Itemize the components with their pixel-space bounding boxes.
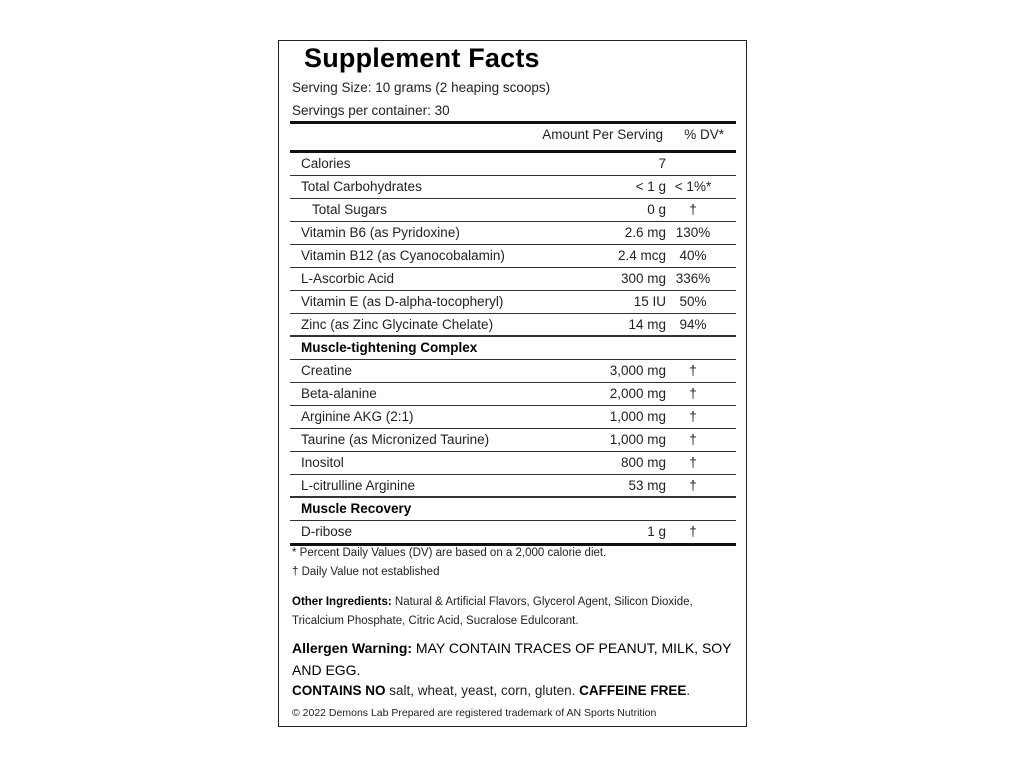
allergen-warning: [292, 637, 732, 681]
row-dv: †: [689, 524, 697, 539]
row-amount: 2.6 mg: [624, 225, 666, 240]
table-row: [290, 176, 736, 199]
row-name: Vitamin B12 (as Cyanocobalamin): [301, 248, 505, 263]
row-amount: 2,000 mg: [609, 386, 666, 401]
divider-thick: [290, 121, 736, 124]
row-dv: †: [689, 363, 697, 378]
allergen-text: MAY CONTAIN TRACES OF PEANUT, MILK, SOY AND EGG.: [292, 640, 732, 678]
row-amount: < 1 g: [635, 179, 666, 194]
table-row: [290, 383, 736, 406]
row-amount: 3,000 mg: [609, 363, 666, 378]
table-row: [290, 314, 736, 337]
column-header-dv: % DV*: [684, 127, 724, 142]
row-name: Taurine (as Micronized Taurine): [301, 432, 490, 447]
dagger-footnote: † Daily Value not established: [292, 566, 440, 578]
row-name: L-Ascorbic Acid: [301, 271, 395, 286]
allergen-label: Allergen Warning:: [292, 640, 413, 656]
row-name: Inositol: [301, 455, 344, 470]
row-amount: 7: [658, 156, 666, 171]
other-ingredients-text: Natural & Artificial Flavors, Glycerol Agent, Silicon Dioxide, Tricalcium Phosphate, Citric Acid, Sucralose Edulcorant.: [292, 596, 693, 627]
row-name: Vitamin E (as D-alpha-tocopheryl): [301, 294, 504, 309]
row-dv: 130%: [675, 225, 711, 240]
table-row: [290, 153, 736, 176]
copyright-notice: © 2022 Demons Lab Prepared are registered trademark of AN Sports Nutrition: [292, 707, 657, 719]
row-dv: 336%: [675, 271, 711, 286]
row-dv: †: [689, 409, 697, 424]
table-row: [290, 521, 736, 544]
table-row: [290, 429, 736, 452]
row-amount: 2.4 mcg: [617, 248, 666, 263]
row-dv: †: [689, 432, 697, 447]
row-amount: 14 mg: [628, 317, 666, 332]
panel-title: Supplement Facts: [304, 43, 540, 73]
supplement-facts-panel: [278, 40, 747, 727]
section-heading: Muscle-tightening Complex: [301, 340, 478, 355]
table-row: [290, 291, 736, 314]
dv-footnote: * Percent Daily Values (DV) are based on a 2,000 calorie diet.: [292, 547, 607, 559]
row-name: Vitamin B6 (as Pyridoxine): [301, 225, 460, 240]
other-ingredients: [292, 593, 732, 631]
row-amount: 53 mg: [628, 478, 666, 493]
other-ingredients-label: Other Ingredients:: [292, 596, 392, 608]
contains-end: .: [686, 683, 691, 698]
row-amount: 300 mg: [620, 271, 666, 286]
contains-statement: [292, 683, 690, 698]
row-dv: †: [689, 202, 697, 217]
row-dv: †: [689, 386, 697, 401]
serving-size: Serving Size: 10 grams (2 heaping scoops): [292, 80, 551, 95]
table-row: [290, 360, 736, 383]
contains-label: CONTAINS NO: [292, 683, 386, 698]
section-header-row: [290, 337, 736, 360]
row-name: Calories: [301, 156, 351, 171]
row-name: Arginine AKG (2:1): [301, 409, 414, 424]
row-name: Total Carbohydrates: [301, 179, 422, 194]
table-row: [290, 452, 736, 475]
row-dv: †: [689, 478, 697, 493]
table-row: [290, 406, 736, 429]
table-row: [290, 268, 736, 291]
contains-text: salt, wheat, yeast, corn, gluten.: [385, 683, 580, 698]
servings-per-container: Servings per container: 30: [292, 103, 450, 118]
caffeine-free-label: CAFFEINE FREE: [579, 683, 687, 698]
table-row: [290, 245, 736, 268]
divider-thick: [290, 543, 736, 546]
row-dv: 40%: [679, 248, 707, 263]
column-header-amount: Amount Per Serving: [542, 127, 663, 142]
row-dv: < 1%*: [674, 179, 712, 194]
row-amount: 0 g: [647, 202, 666, 217]
row-name: D-ribose: [301, 524, 353, 539]
row-amount: 800 mg: [620, 455, 666, 470]
row-amount: 15 IU: [633, 294, 666, 309]
section-header-row: [290, 498, 736, 521]
row-amount: 1,000 mg: [609, 432, 666, 447]
row-name: Total Sugars: [312, 202, 388, 217]
row-dv: 94%: [679, 317, 707, 332]
row-dv: 50%: [679, 294, 707, 309]
section-heading: Muscle Recovery: [301, 501, 412, 516]
row-amount: 1,000 mg: [609, 409, 666, 424]
row-name: L-citrulline Arginine: [301, 478, 416, 493]
row-name: Zinc (as Zinc Glycinate Chelate): [301, 317, 494, 332]
row-dv: †: [689, 455, 697, 470]
row-name: Creatine: [301, 363, 353, 378]
row-name: Beta-alanine: [301, 386, 377, 401]
row-amount: 1 g: [647, 524, 666, 539]
table-row: [290, 475, 736, 498]
table-row: [290, 222, 736, 245]
table-row: [290, 199, 736, 222]
